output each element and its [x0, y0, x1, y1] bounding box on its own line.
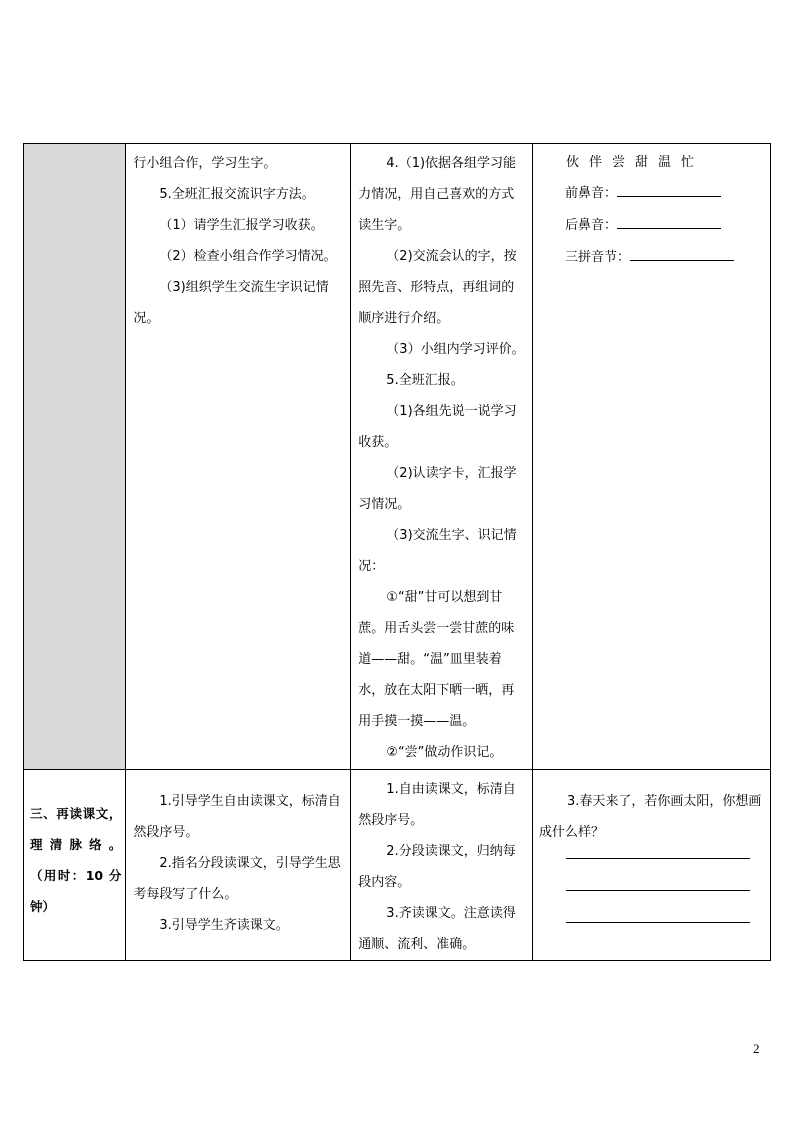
exercise-cell — [533, 770, 771, 961]
teacher-activity-cell — [126, 144, 351, 770]
stage-cell — [24, 770, 126, 961]
lesson-plan-table — [23, 143, 771, 961]
table-row — [24, 144, 771, 770]
back-nasal-blank[interactable] — [617, 216, 721, 229]
student-text: 3.齐读课文。注意读得通顺、流利、准确。 — [358, 906, 516, 952]
answer-line[interactable] — [566, 858, 750, 859]
stage-label: （用时：10 分 — [30, 868, 122, 883]
student-text: （2)认读字卡，汇报学习情况。 — [358, 466, 517, 512]
teacher-text: （3)组织学生交流生字识记情况。 — [133, 280, 329, 326]
student-text: （3)交流生字、识记情况： — [358, 528, 517, 574]
answer-line[interactable] — [566, 922, 750, 923]
student-text: ②“尝”做动作识记。 — [386, 745, 503, 760]
teacher-text: 5.全班汇报交流识字方法。 — [159, 187, 315, 202]
back-nasal-row — [533, 210, 770, 242]
teacher-text: 行小组合作，学习生字。 — [133, 156, 277, 171]
student-activity-cell — [351, 144, 533, 770]
teacher-text: 3.引导学生齐读课文。 — [159, 918, 289, 933]
front-nasal-label: 前鼻音： — [565, 186, 618, 201]
exercise-cell — [533, 144, 771, 770]
three-syllable-label: 三拼音节： — [565, 250, 631, 265]
teacher-activity-cell — [126, 770, 351, 961]
teacher-text: 1.引导学生自由读课文，标清自然段序号。 — [133, 794, 341, 840]
student-activity-cell — [351, 770, 533, 961]
student-text: （2)交流会认的字，按照先音、形特点，再组词的顺序进行介绍。 — [358, 249, 517, 326]
student-text: 2.分段读课文，归纳每段内容。 — [358, 844, 516, 890]
character-list: 伙伴尝甜温忙 — [566, 155, 705, 170]
student-text: 5.全班汇报。 — [386, 373, 464, 388]
student-text: （3）小组内学习评价。 — [386, 342, 525, 357]
student-text: 1.自由读课文，标清自然段序号。 — [358, 782, 516, 828]
back-nasal-label: 后鼻音： — [565, 218, 618, 233]
answer-line[interactable] — [566, 890, 750, 891]
stage-cell-empty — [24, 144, 126, 770]
table-row — [24, 770, 771, 961]
teacher-text: （1）请学生汇报学习收获。 — [159, 218, 324, 233]
student-text: ①“甜”甘可以想到甘蔗。用舌头尝一尝甘蔗的味道——甜。“温”皿里装着水，放在太阳下晒一晒，再用手摸一摸——温。 — [358, 590, 515, 729]
student-text: 4.（1)依据各组学习能力情况，用自己喜欢的方式读生字。 — [358, 156, 517, 233]
stage-label: 三、再读课文， — [30, 806, 122, 821]
stage-label: 钟） — [30, 899, 56, 914]
front-nasal-row — [533, 178, 770, 210]
exercise-question: 3.春天来了，若你画太阳，你想画成什么样？ — [539, 794, 762, 840]
teacher-text: 2.指名分段读课文，引导学生思考每段写了什么。 — [133, 856, 341, 902]
three-syllable-row — [533, 242, 770, 274]
stage-label: 理 清 脉 络 。 — [30, 837, 122, 852]
student-text: （1)各组先说一说学习收获。 — [358, 404, 517, 450]
front-nasal-blank[interactable] — [617, 184, 721, 197]
page-number: 2 — [753, 1041, 760, 1056]
teacher-text: （2）检查小组合作学习情况。 — [159, 249, 337, 264]
three-syllable-blank[interactable] — [630, 248, 734, 261]
